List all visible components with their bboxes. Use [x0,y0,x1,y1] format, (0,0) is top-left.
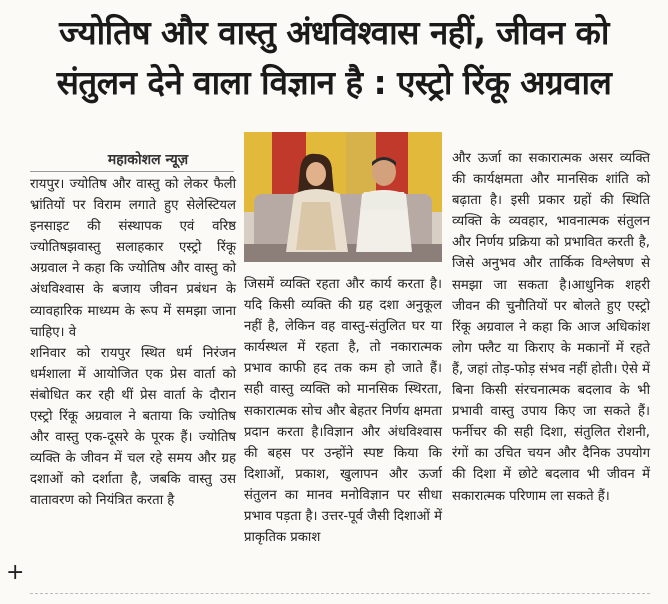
byline: महाकोशल न्यूज़ [107,152,189,168]
press-conference-photo [244,132,442,262]
article-column-1 [30,174,236,512]
article-column-2 [244,274,442,548]
article-column-3 [452,148,650,507]
crop-mark-icon: + [6,560,25,585]
column-3-paragraph-1: और ऊर्जा का सकारात्मक असर व्यक्ति की कार्यक्षमता और मानसिक शांति को बढ़ाता है। इसी प्रकार ग्रहों की स्थिति व्यक्ति के व्यवहार, भावनात्मक संतुलन और निर्णय प्रक्रिया को प्रभावित करती है, जिसे अनुभव और तार्किक विश्लेषण से समझा जा सकता है।आधुनिक शहरी जीवन की चुनौतियों पर बोलते हुए एस्ट्रो रिंकू अग्रवाल ने कहा कि आज अधिकांश लोग फ्लैट या किराए के मकानों में रहते हैं, जहां तोड़-फोड़ संभव नहीं होती। ऐसे में बिना किसी संरचनात्मक बदलाव के भी प्रभावी वास्तु उपाय किए जा सकते हैं। फर्नीचर की सही दिशा, संतुलित रोशनी, रंगों का उचित चयन और दैनिक उपयोग की दिशा में छोटे बदलाव भी जीवन में सकारात्मक परिणाम ला सकते हैं। [452,151,650,504]
headline-line-1: ज्योतिष और वास्तु अंधविश्वास नहीं, जीवन को [59,13,609,52]
photo-illustration [244,132,442,262]
column-2-paragraph-1: जिसमें व्यक्ति रहता और कार्य करता है। यदि किसी व्यक्ति की ग्रह दशा अनुकूल नहीं है, लेकिन वह वास्तु-संतुलित घर या कार्यस्थल में रहता है, तो नकारात्मक प्रभाव काफी हद तक कम हो जाते हैं। सही वास्तु व्यक्ति को मानसिक स्थिरता, सकारात्मक सोच और बेहतर निर्णय क्षमता प्रदान करता है।विज्ञान और अंधविश्वास की बहस पर उन्होंने स्पष्ट किया कि दिशाओं, प्रकाश, खुलापन और ऊर्जा संतुलन का मानव मनोविज्ञान पर सीधा प्रभाव पड़ता है। उत्तर-पूर्व जैसी दिशाओं में प्राकृतिक प्रकाश [244,277,442,546]
bottom-divider [30,593,650,594]
headline [0,8,668,108]
headline-line-2: संतुलन देने वाला विज्ञान है : एस्ट्रो रिंकू अग्रवाल [56,63,612,102]
byline-divider [30,171,234,172]
column-1-paragraph-2: शनिवार को रायपुर स्थित धर्म निरंजन धर्मशाला में आयोजित एक प्रेस वार्ता को संबोधित कर रही थीं प्रेस वार्ता के दौरान एस्ट्रो रिंकू अग्रवाल ने बताया कि ज्योतिष और वास्तु एक-दूसरे के पूरक हैं। ज्योतिष व्यक्ति के जीवन में चल रहे समय और ग्रह दशाओं को दर्शाता है, जबकि वास्तु उस वातावरण को नियंत्रित करता है [30,345,236,509]
column-1-paragraph-1: रायपुर। ज्योतिष और वास्तु को लेकर फैली भ्रांतियों पर विराम लगाते हुए सेलेस्टियल इनसाइट की संस्थापक एवं वरिष्ठ ज्योतिषझवास्तु सलाहकार एस्ट्रो रिंकू अग्रवाल ने कहा कि ज्योतिष और वास्तु को अंधविश्वास के बजाय जीवन प्रबंधन के व्यावहारिक माध्यम के रूप में समझा जाना चाहिए। वे [30,177,236,340]
